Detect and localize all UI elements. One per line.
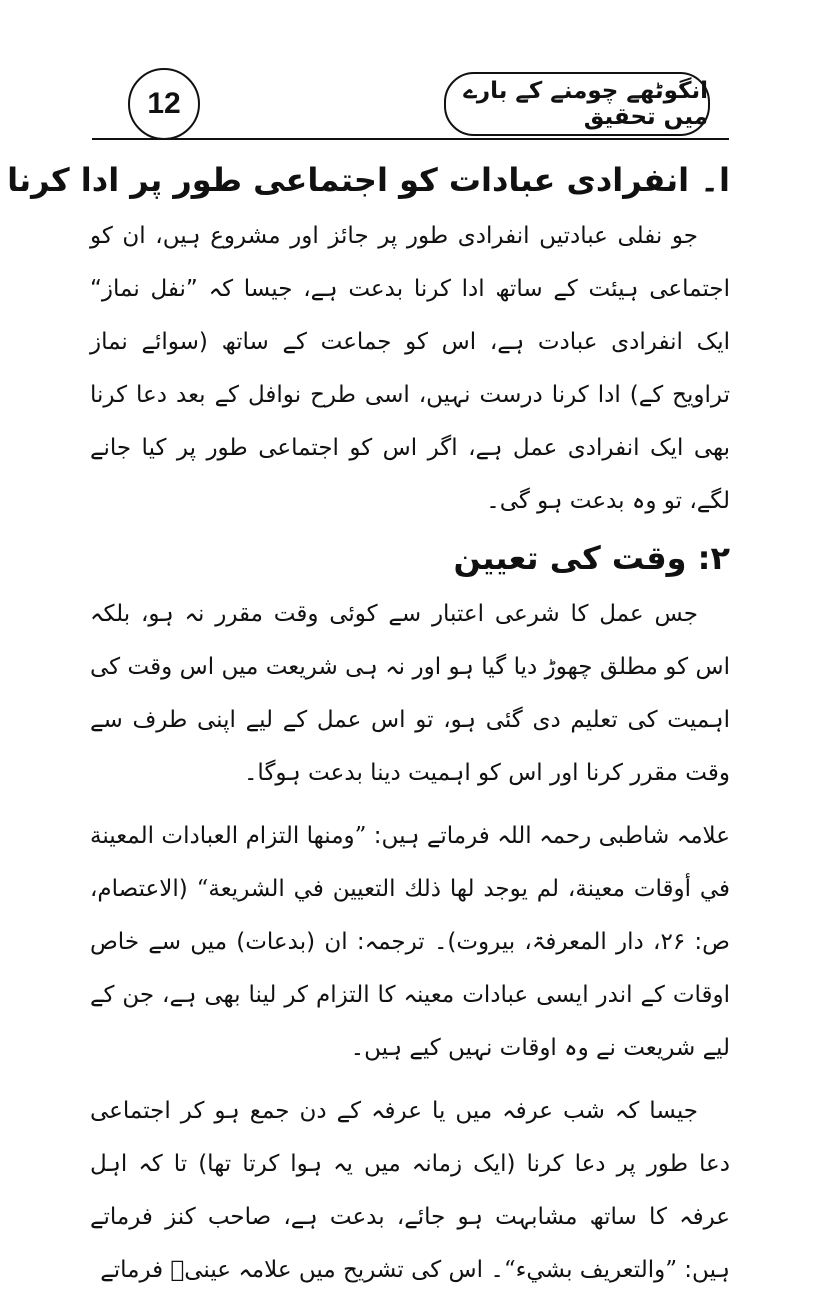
shatibi-quote-paragraph (90, 810, 730, 1075)
section-1-paragraph: جو نفلی عبادتیں انفرادی طور پر جائز اور مشروع ہیں، ان کو اجتماعی ہیئت کے ساتھ ادا کرنا بدعت ہے، جیسا کہ ”نفل نماز“ ایک انفرادی عبادت ہے، اس کو جماعت کے ساتھ (سوائے نماز تراویح کے) ادا کرنا درست نہیں، اسی طرح نوافل کے بعد دعا کرنا بھی ایک انفرادی عمل ہے، اگر اس کو اجتماعی طور پر کیا جانے لگے، تو وہ بدعت ہو گی۔ (90, 223, 730, 514)
quote-translation: ترجمہ: ان (بدعات) میں سے خاص اوقات کے اندر ایسی عبادات معینہ کا التزام کر لینا بھی ہے، جن کے لیے شریعت نے وہ اوقات نہیں کیے ہیں۔ (90, 929, 730, 1061)
quote-reference: (الاعتصام، ص: ۲۶، دار المعرفۃ، بیروت)۔ (90, 876, 730, 955)
page-body (7, 150, 730, 1297)
arafah-paragraph (90, 1085, 730, 1297)
kanz-quote: ”والتعريف بشيء“ (503, 1257, 677, 1283)
section-2-heading: ۲: وقت کی تعیین (453, 539, 730, 577)
section-1-heading: ا۔ انفرادی عبادات کو اجتماعی طور پر ادا کرنا (7, 161, 730, 199)
section-2-paragraph: جس عمل کا شرعی اعتبار سے کوئی وقت مقرر نہ ہو، بلکہ اس کو مطلق چھوڑ دیا گیا ہو اور نہ ہی شریعت میں اس وقت کی اہمیت کی تعلیم دی گئی ہو، تو اس عمل کے لیے اپنی طرف سے وقت مقرر کرنا اور اس کو اہمیت دینا بدعت ہوگا۔ (90, 601, 730, 786)
paragraph-gap (90, 1075, 730, 1085)
arafah-text-end: ۔ اس کی تشریح میں علامہ عینیؒ فرماتے (100, 1257, 504, 1283)
quote-arabic: ”ومنها التزام العبادات المعينة في أوقات معينة، لم يوجد لها ذلك التعيين في الشريعة“ (90, 823, 730, 902)
paragraph-gap (90, 800, 730, 810)
running-title: انگوٹھے چومنے کے بارے میں تحقیق (444, 72, 710, 136)
page-number: 12 (128, 68, 200, 140)
header-divider (92, 138, 729, 140)
arafah-text: جیسا کہ شب عرفہ میں یا عرفہ کے دن جمع ہو کر اجتماعی دعا طور پر دعا کرنا (ایک زمانہ میں یہ ہوا کرتا تھا) تا کہ اہل عرفہ کا ساتھ مشابہت ہو جائے، بدعت ہے، صاحب کنز فرماتے ہیں: (90, 1098, 730, 1283)
page-header (0, 50, 825, 150)
quote-intro: علامہ شاطبی رحمہ اللہ فرماتے ہیں: (366, 823, 730, 849)
